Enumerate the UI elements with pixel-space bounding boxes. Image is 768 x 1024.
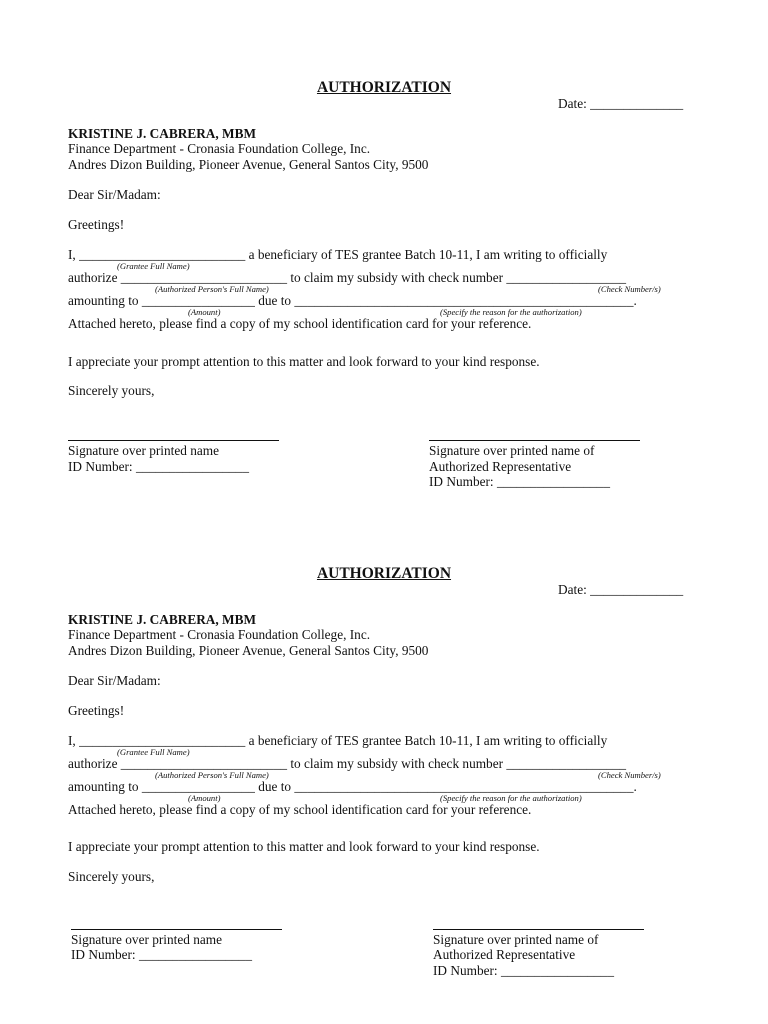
grantee-name-caption: (Grantee Full Name) bbox=[117, 261, 190, 271]
salutation: Dear Sir/Madam: bbox=[68, 187, 161, 202]
authorization-form-1 bbox=[0, 0, 768, 489]
address-line-2: Andres Dizon Building, Pioneer Avenue, General Santos City, 9500 bbox=[68, 643, 429, 658]
signature-label-left: Signature over printed name bbox=[71, 932, 223, 947]
authorized-name-caption: (Authorized Person's Full Name) bbox=[155, 770, 269, 780]
amount-caption: (Amount) bbox=[188, 793, 221, 803]
id-number-left: ID Number: _________________ bbox=[68, 459, 249, 474]
id-number-right: ID Number: _________________ bbox=[433, 963, 614, 978]
authorized-name-caption: (Authorized Person's Full Name) bbox=[155, 284, 269, 294]
closing: Sincerely yours, bbox=[68, 383, 155, 398]
addressee-name: KRISTINE J. CABRERA, MBM bbox=[68, 612, 257, 627]
id-number-right: ID Number: _________________ bbox=[429, 474, 610, 489]
check-number-caption: (Check Number/s) bbox=[598, 770, 661, 780]
authorization-form-2 bbox=[0, 486, 768, 978]
address-line-1: Finance Department - Cronasia Foundation College, Inc. bbox=[68, 141, 371, 156]
representative-label: Authorized Representative bbox=[429, 459, 572, 474]
signature-line-left bbox=[68, 440, 279, 441]
date-line: Date: ______________ bbox=[558, 582, 684, 597]
reason-caption: (Specify the reason for the authorization) bbox=[440, 307, 582, 317]
signature-label-left: Signature over printed name bbox=[68, 443, 220, 458]
representative-label: Authorized Representative bbox=[433, 947, 576, 962]
body-line-1: I, _________________________ a beneficiary of TES grantee Batch 10-11, I am writing to officially bbox=[68, 733, 608, 748]
body-line-3: amounting to _________________ due to ___________________________________________________. bbox=[68, 779, 637, 794]
date-line: Date: ______________ bbox=[558, 96, 684, 111]
appreciation-line: I appreciate your prompt attention to this matter and look forward to your kind response. bbox=[68, 839, 540, 854]
body-line-4: Attached hereto, please find a copy of my school identification card for your reference. bbox=[68, 802, 532, 817]
salutation: Dear Sir/Madam: bbox=[68, 673, 161, 688]
addressee-name: KRISTINE J. CABRERA, MBM bbox=[68, 126, 257, 141]
signature-label-right: Signature over printed name of bbox=[429, 443, 595, 458]
id-number-left: ID Number: _________________ bbox=[71, 947, 252, 962]
closing: Sincerely yours, bbox=[68, 869, 155, 884]
body-line-1: I, _________________________ a beneficiary of TES grantee Batch 10-11, I am writing to officially bbox=[68, 247, 608, 262]
greeting: Greetings! bbox=[68, 217, 125, 232]
check-number-caption: (Check Number/s) bbox=[598, 284, 661, 294]
reason-caption: (Specify the reason for the authorization) bbox=[440, 793, 582, 803]
body-line-2: authorize _________________________ to claim my subsidy with check number __________________ bbox=[68, 270, 627, 285]
signature-line-right bbox=[429, 440, 640, 441]
address-line-1: Finance Department - Cronasia Foundation College, Inc. bbox=[68, 627, 371, 642]
appreciation-line: I appreciate your prompt attention to this matter and look forward to your kind response. bbox=[68, 354, 540, 369]
signature-line-right bbox=[433, 929, 644, 930]
signature-line-left bbox=[71, 929, 282, 930]
body-line-2: authorize _________________________ to claim my subsidy with check number __________________ bbox=[68, 756, 627, 771]
address-line-2: Andres Dizon Building, Pioneer Avenue, General Santos City, 9500 bbox=[68, 157, 429, 172]
body-line-4: Attached hereto, please find a copy of my school identification card for your reference. bbox=[68, 316, 532, 331]
form-title: AUTHORIZATION bbox=[316, 79, 452, 96]
grantee-name-caption: (Grantee Full Name) bbox=[117, 747, 190, 757]
greeting: Greetings! bbox=[68, 703, 125, 718]
form-title: AUTHORIZATION bbox=[316, 565, 452, 582]
body-line-3: amounting to _________________ due to ___________________________________________________. bbox=[68, 293, 637, 308]
signature-label-right: Signature over printed name of bbox=[433, 932, 599, 947]
amount-caption: (Amount) bbox=[188, 307, 221, 317]
